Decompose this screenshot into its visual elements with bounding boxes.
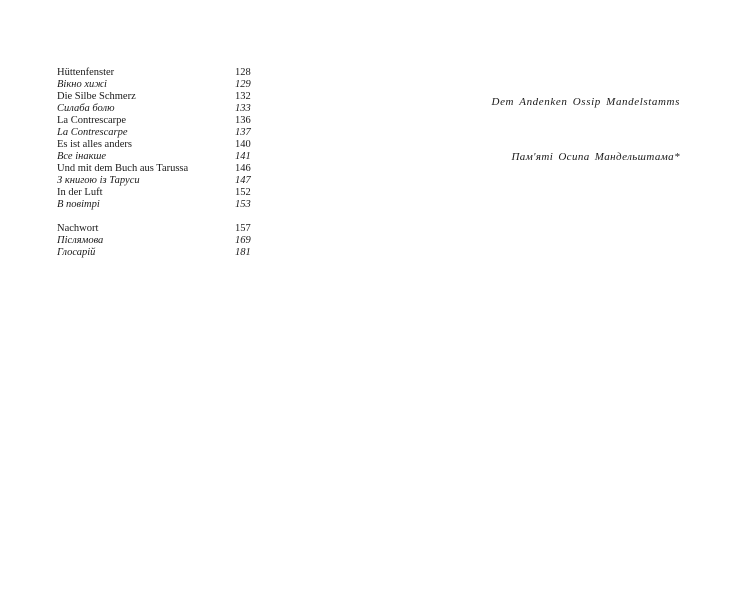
dedication-german: Dem Andenken Ossip Mandelstamms bbox=[491, 96, 680, 108]
toc-entry[interactable] bbox=[57, 223, 257, 235]
toc-entry[interactable] bbox=[57, 67, 257, 79]
toc-entry-page: 129 bbox=[235, 79, 251, 90]
toc-entry[interactable] bbox=[57, 235, 257, 247]
toc-entry-page: 133 bbox=[235, 103, 251, 114]
toc-entry-page: 157 bbox=[235, 223, 251, 234]
toc-entry-title: La Contrescarpe bbox=[57, 127, 128, 138]
toc-entry[interactable] bbox=[57, 247, 257, 259]
toc-entry-page: 140 bbox=[235, 139, 251, 150]
toc-entry-page: 137 bbox=[235, 127, 251, 138]
toc-entry-title: Все інакше bbox=[57, 151, 107, 162]
toc-entry-page: 128 bbox=[235, 67, 251, 78]
dedication-ukrainian: Пам'яті Осипа Мандельштама* bbox=[511, 151, 680, 163]
toc-entry-title: Nachwort bbox=[57, 223, 99, 234]
toc-entry-page: 147 bbox=[235, 175, 251, 186]
toc-entry-title: Es ist alles anders bbox=[57, 139, 132, 150]
table-of-contents bbox=[57, 67, 257, 259]
toc-entry-page: 152 bbox=[235, 187, 251, 198]
toc-entry-page: 146 bbox=[235, 163, 251, 174]
toc-entry[interactable] bbox=[57, 139, 257, 151]
toc-entry-title: Глосарій bbox=[57, 247, 96, 258]
toc-entry-title: З книгою із Таруси bbox=[57, 175, 140, 186]
toc-entry-title: Die Silbe Schmerz bbox=[57, 91, 136, 102]
toc-entry[interactable] bbox=[57, 175, 257, 187]
toc-entry-title: Und mit dem Buch aus Tarussa bbox=[57, 163, 189, 174]
toc-entry-page: 132 bbox=[235, 91, 251, 102]
toc-entry[interactable] bbox=[57, 199, 257, 211]
toc-entry-page: 169 bbox=[235, 235, 251, 246]
toc-entry-page: 153 bbox=[235, 199, 251, 210]
toc-entry[interactable] bbox=[57, 127, 257, 139]
toc-entry-page: 136 bbox=[235, 115, 251, 126]
toc-entry-title: In der Luft bbox=[57, 187, 103, 198]
toc-spacer bbox=[57, 211, 257, 223]
toc-entry-title: Вікно хижі bbox=[57, 79, 107, 90]
toc-entry[interactable] bbox=[57, 115, 257, 127]
toc-entry[interactable] bbox=[57, 103, 257, 115]
toc-entry[interactable] bbox=[57, 91, 257, 103]
toc-entry-title: Hüttenfenster bbox=[57, 67, 115, 78]
toc-entry-title: Силаба болю bbox=[57, 103, 115, 114]
toc-entry[interactable] bbox=[57, 151, 257, 163]
toc-entry-page: 141 bbox=[235, 151, 251, 162]
toc-entry-title: La Contrescarpe bbox=[57, 115, 127, 126]
toc-entry[interactable] bbox=[57, 163, 257, 175]
toc-entry-page: 181 bbox=[235, 247, 251, 258]
toc-entry[interactable] bbox=[57, 79, 257, 91]
toc-entry-title: Післямова bbox=[57, 235, 104, 246]
toc-entry[interactable] bbox=[57, 187, 257, 199]
toc-entry-title: В повітрі bbox=[57, 199, 100, 210]
